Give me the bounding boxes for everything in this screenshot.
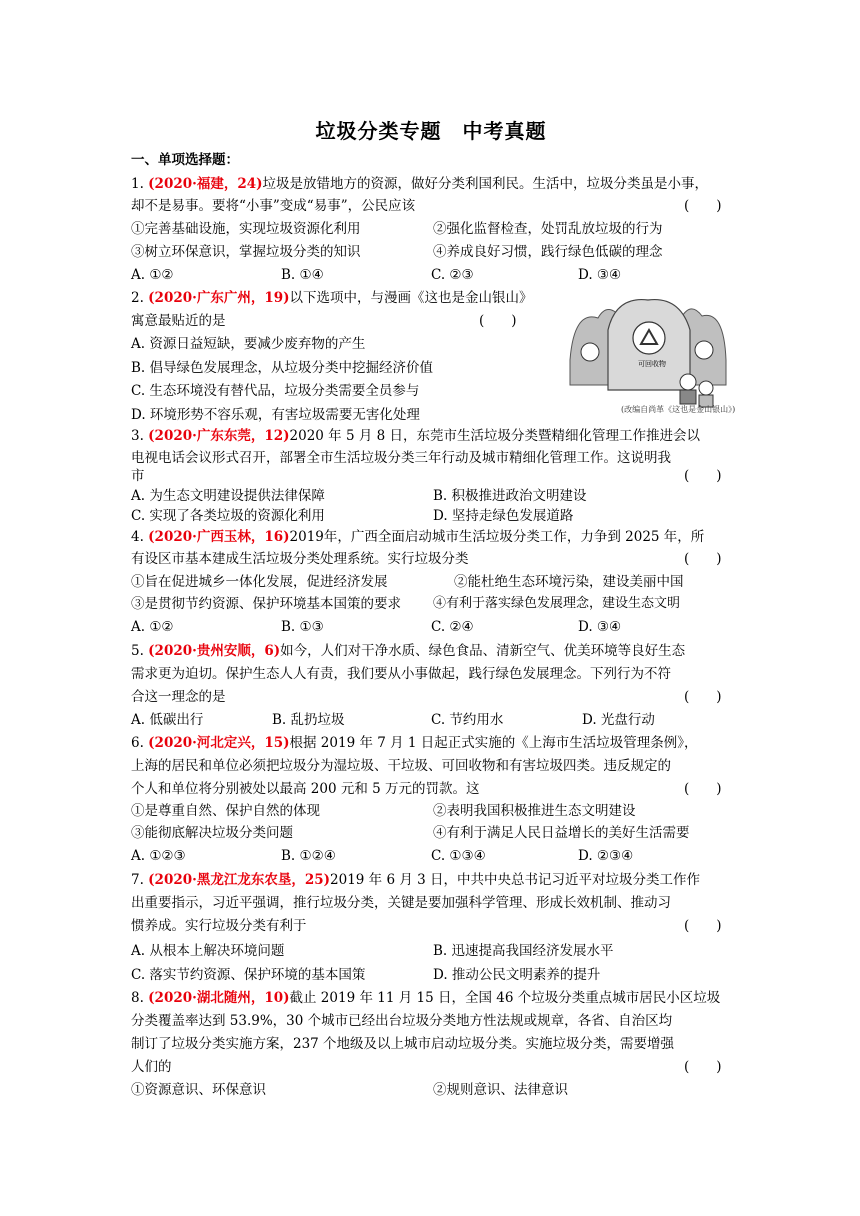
question-6-line-3: 个人和单位将分别被处以最高 200 元和 5 万元的罚款。这 bbox=[131, 781, 480, 797]
q6-option-c: C. ①③④ bbox=[431, 848, 486, 864]
question-3-line-3: 市 bbox=[131, 468, 145, 484]
q1-option-d: D. ③④ bbox=[578, 267, 622, 283]
cartoon-caption: (改编自尚革《这也是金山银山》) bbox=[621, 405, 736, 414]
answer-bracket-8: ( ) bbox=[684, 1059, 722, 1075]
question-1-line-2: 却不是易事。要将“小事”变成“易事”，公民应该 bbox=[131, 198, 416, 214]
question-2-source: (2020·广东广州，19) bbox=[148, 290, 290, 306]
q2-option-c: C. 生态环境没有替代品，垃圾分类需要全员参与 bbox=[131, 383, 420, 399]
q1-option-a: A. ①② bbox=[131, 267, 174, 283]
question-5-source: (2020·贵州安顺，6) bbox=[148, 643, 281, 659]
q6-option-a: A. ①②③ bbox=[131, 848, 186, 864]
question-5-line-3: 合这一理念的是 bbox=[131, 689, 226, 705]
question-3-line-1: 3. (2020·广东东莞，12)2020 年 5 月 8 日，东莞市生活垃圾分类暨精细化管理工作推进会以 bbox=[131, 428, 701, 444]
question-4-line-2: 有设区市基本建成生活垃圾分类处理系统。实行垃圾分类 bbox=[131, 551, 469, 567]
question-3-line-2: 电视电话会议形式召开，部署全市生活垃圾分类三年行动及城市精细化管理工作。这说明我 bbox=[131, 450, 671, 466]
answer-bracket-1: ( ) bbox=[684, 198, 722, 214]
q8-statement-1: ①资源意识、环保意识 bbox=[131, 1082, 266, 1098]
question-6-source: (2020·河北定兴，15) bbox=[148, 735, 290, 751]
q1-option-c: C. ②③ bbox=[431, 267, 474, 283]
q1-statement-2: ②强化监督检查，处罚乱放垃圾的行为 bbox=[433, 221, 663, 237]
q5-option-b: B. 乱扔垃圾 bbox=[272, 712, 345, 728]
question-7-line-2: 出重要指示，习近平强调，推行垃圾分类，关键是要加强科学管理、形成长效机制、推动习 bbox=[131, 895, 671, 911]
answer-bracket-5: ( ) bbox=[684, 689, 722, 705]
q6-option-b: B. ①②④ bbox=[281, 848, 336, 864]
q4-statement-1: ①旨在促进城乡一体化发展，促进经济发展 bbox=[131, 574, 388, 590]
q5-option-c: C. 节约用水 bbox=[431, 712, 504, 728]
q6-statement-3: ③能彻底解决垃圾分类问题 bbox=[131, 825, 293, 841]
q4-statement-3: ③是贯彻节约资源、保护环境基本国策的要求 bbox=[131, 596, 401, 612]
answer-bracket-7: ( ) bbox=[684, 918, 722, 934]
q4-option-c: C. ②④ bbox=[431, 619, 474, 635]
answer-bracket-4: ( ) bbox=[684, 551, 722, 567]
q7-option-c: C. 落实节约资源、保护环境的基本国策 bbox=[131, 967, 366, 983]
q4-option-b: B. ①③ bbox=[281, 619, 324, 635]
q2-option-b: B. 倡导绿色发展理念，从垃圾分类中挖掘经济价值 bbox=[131, 360, 434, 376]
q4-option-d: D. ③④ bbox=[578, 619, 622, 635]
question-8-source: (2020·湖北随州，10) bbox=[148, 990, 290, 1006]
q6-statement-4: ④有利于满足人民日益增长的美好生活需要 bbox=[433, 825, 690, 841]
question-7-line-1: 7. (2020·黑龙江龙东农垦，25)2019 年 6 月 3 日，中共中央总书记习近平对垃圾分类工作作 bbox=[131, 872, 701, 888]
q6-option-d: D. ②③④ bbox=[578, 848, 634, 864]
question-4-source: (2020·广西玉林，16) bbox=[148, 529, 290, 545]
question-8-line-2: 分类覆盖率达到 53.9%，30 个城市已经出台垃圾分类地方性法规或规章，各省、自治区均 bbox=[131, 1013, 673, 1029]
page-title: 垃圾分类专题 中考真题 bbox=[315, 119, 547, 143]
q3-option-d: D. 坚持走绿色发展道路 bbox=[433, 508, 574, 524]
question-6-line-2: 上海的居民和单位必须把垃圾分为湿垃圾、干垃圾、可回收物和有害垃圾四类。违反规定的 bbox=[131, 758, 671, 774]
q3-option-b: B. 积极推进政治文明建设 bbox=[433, 488, 587, 504]
question-8-line-4: 人们的 bbox=[131, 1059, 172, 1075]
q5-option-a: A. 低碳出行 bbox=[131, 712, 204, 728]
q4-statement-2: ②能杜绝生态环境污染，建设美丽中国 bbox=[454, 574, 684, 590]
q7-option-b: B. 迅速提高我国经济发展水平 bbox=[433, 943, 614, 959]
q8-statement-2: ②规则意识、法律意识 bbox=[433, 1082, 568, 1098]
question-7-source: (2020·黑龙江龙东农垦，25) bbox=[148, 872, 331, 888]
q7-option-a: A. 从根本上解决环境问题 bbox=[131, 943, 285, 959]
answer-bracket-6: ( ) bbox=[684, 781, 722, 797]
answer-bracket-2: ( ) bbox=[479, 313, 517, 329]
q2-option-a: A. 资源日益短缺，要减少废弃物的产生 bbox=[131, 336, 366, 352]
q3-option-c: C. 实现了各类垃圾的资源化利用 bbox=[131, 508, 325, 524]
recycle-label: 可回收物 bbox=[638, 360, 666, 368]
q1-statement-4: ④养成良好习惯，践行绿色低碳的理念 bbox=[433, 244, 663, 260]
q4-option-a: A. ①② bbox=[131, 619, 174, 635]
question-7-line-3: 惯养成。实行垃圾分类有利于 bbox=[131, 918, 307, 934]
question-8-line-3: 制订了垃圾分类实施方案，237 个地级及以上城市启动垃圾分类。实施垃圾分类，需要增强 bbox=[131, 1036, 675, 1052]
question-2-line-1: 2. (2020·广东广州，19)以下选项中，与漫画《这也是金山银山》 bbox=[131, 290, 533, 306]
question-3-source: (2020·广东东莞，12) bbox=[148, 428, 290, 444]
q1-option-b: B. ①④ bbox=[281, 267, 324, 283]
q1-statement-1: ①完善基础设施，实现垃圾资源化利用 bbox=[131, 221, 361, 237]
cartoon-gold-silver-mountain bbox=[568, 290, 728, 420]
section-heading: 一、单项选择题： bbox=[131, 152, 239, 168]
question-8-line-1: 8. (2020·湖北随州，10)截止 2019 年 11 月 15 日，全国 46 个垃圾分类重点城市居民小区垃圾 bbox=[131, 990, 721, 1006]
answer-bracket-3: ( ) bbox=[684, 468, 722, 484]
q6-statement-1: ①是尊重自然、保护自然的体现 bbox=[131, 803, 320, 819]
question-4-line-1: 4. (2020·广西玉林，16)2019年，广西全面启动城市生活垃圾分类工作，力争到 2025 年，所 bbox=[131, 529, 705, 545]
q3-option-a: A. 为生态文明建设提供法律保障 bbox=[131, 488, 325, 504]
q7-option-d: D. 推动公民文明素养的提升 bbox=[433, 967, 601, 983]
q1-statement-3: ③树立环保意识，掌握垃圾分类的知识 bbox=[131, 244, 361, 260]
question-1-source: (2020·福建，24) bbox=[148, 176, 263, 192]
q5-option-d: D. 光盘行动 bbox=[582, 712, 655, 728]
q6-statement-2: ②表明我国积极推进生态文明建设 bbox=[433, 803, 636, 819]
question-6-line-1: 6. (2020·河北定兴，15)根据 2019 年 7 月 1 日起正式实施的《上海市生活垃圾管理条例》， bbox=[131, 735, 698, 751]
q4-statement-4: ④有利于落实绿色发展理念，建设生态文明 bbox=[433, 596, 681, 611]
question-1-line-1: 1. (2020·福建，24)垃圾是放错地方的资源，做好分类利国利民。生活中，垃圾分类虽是小事， bbox=[131, 176, 709, 192]
question-5-line-1: 5. (2020·贵州安顺，6)如今，人们对干净水质、绿色食品、清新空气、优美环境等良好生态 bbox=[131, 643, 686, 659]
q2-option-d: D. 环境形势不容乐观，有害垃圾需要无害化处理 bbox=[131, 407, 420, 423]
question-5-line-2: 需求更为迫切。保护生态人人有责，我们要从小事做起，践行绿色发展理念。下列行为不符 bbox=[131, 666, 671, 682]
question-2-line-2: 寓意最贴近的是 bbox=[131, 313, 226, 329]
